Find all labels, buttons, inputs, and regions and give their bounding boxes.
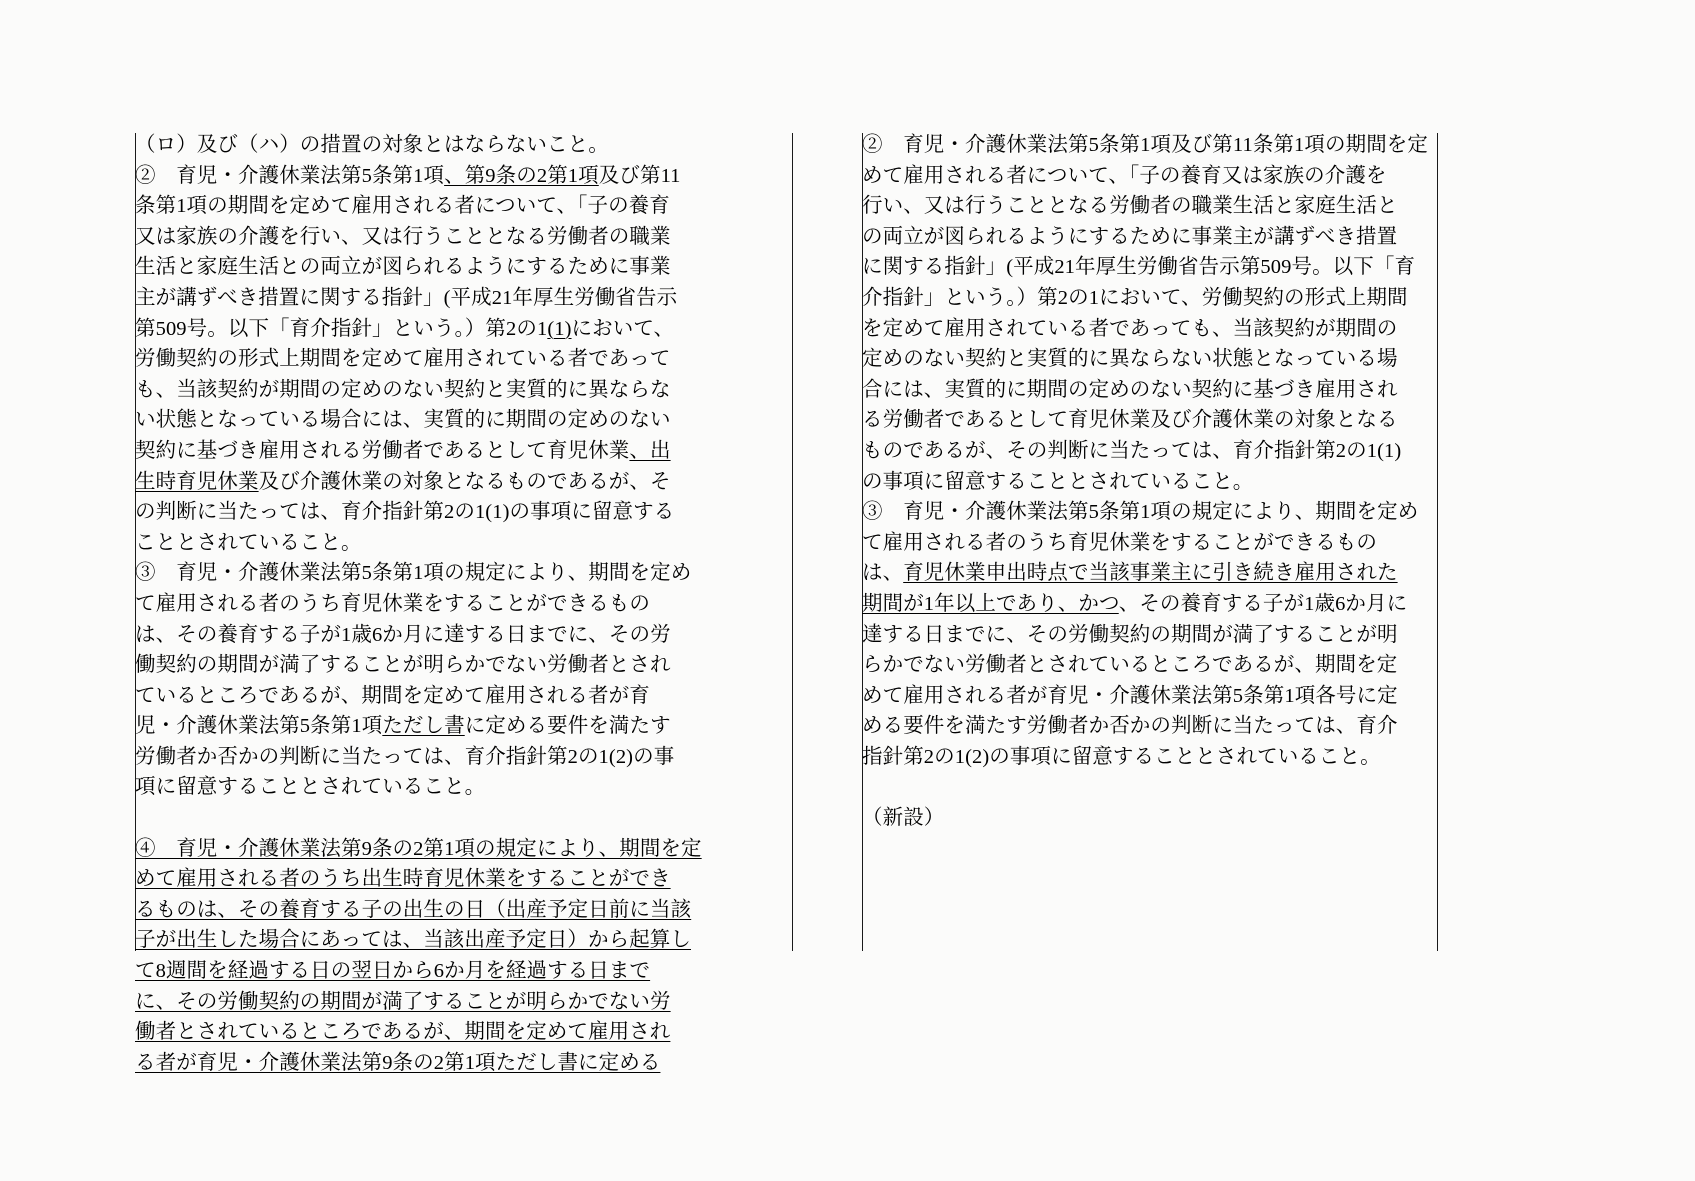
text-run: は、 (862, 562, 904, 585)
text-line (135, 252, 702, 283)
text-line (135, 405, 702, 436)
text-run: ものであるが、その判断に当たっては、育介指針第2の1(1) (862, 439, 1402, 462)
text-line (135, 314, 702, 345)
text-line (135, 742, 702, 773)
text-run: ③ 育児・介護休業法第5条第1項の規定により、期間を定め (862, 501, 1419, 524)
text-run: 契約に基づき雇用される労働者であるとして育児休業 (135, 439, 630, 462)
text-run: に関する指針」(平成21年厚生労働省告示第509号。以下「育 (862, 256, 1416, 279)
underlined-run: ④ 育児・介護休業法第9条の2第1項の規定により、期間を定 (135, 837, 702, 860)
text-line (862, 314, 1429, 345)
text-run: 及び介護休業の対象となるものであるが、そ (258, 470, 671, 493)
text-run: 条第1項の期間を定めて雇用される者について、「子の養育 (135, 195, 670, 218)
text-line (135, 711, 702, 742)
text-run: （ロ）及び（ハ）の措置の対象とはならないこと。 (135, 134, 609, 156)
text-run: 介指針」という。）第2の1において、労働契約の形式上期間 (862, 286, 1408, 309)
text-line (862, 222, 1429, 253)
paragraph-spacer (135, 803, 735, 834)
paragraph-item-4 (135, 834, 702, 1079)
underlined-run: 、第9条の2第1項 (444, 164, 599, 187)
text-run: める要件を満たす労働者か否かの判断に当たっては、育介 (862, 715, 1398, 738)
text-run: 項に留意することとされていること。 (135, 776, 486, 799)
text-run: 又は家族の介護を行い、又は行うこととなる労働者の職業 (135, 225, 671, 248)
text-run: 働契約の期間が満了することが明らかでない労働者とされ (135, 654, 671, 677)
text-line (135, 497, 702, 528)
text-line (135, 1048, 702, 1079)
text-line (135, 987, 702, 1018)
text-line (862, 681, 1429, 712)
text-run: は、その養育する子が1歳6か月に達する日までに、その労 (135, 623, 671, 646)
text-run: の両立が図られるようにするために事業主が講ずべき措置 (862, 225, 1398, 248)
text-run: ② 育児・介護休業法第5条第1項及び第11条第1項の期間を定 (862, 134, 1428, 156)
text-line (862, 497, 1429, 528)
text-line (135, 620, 702, 651)
text-line (135, 161, 702, 192)
text-line (862, 436, 1429, 467)
text-line (862, 252, 1429, 283)
underlined-run: 生時育児休業 (135, 470, 259, 493)
text-run: る労働者であるとして育児休業及び介護休業の対象となる (862, 409, 1398, 432)
text-line (135, 467, 702, 498)
text-run: ているところであるが、期間を定めて雇用される者が育 (135, 684, 650, 707)
text-run: 主が講ずべき措置に関する指針」(平成21年厚生労働省告示 (135, 286, 678, 309)
text-line (135, 681, 702, 712)
text-line (135, 772, 702, 803)
text-line (862, 620, 1429, 651)
paragraph-item-2 (135, 161, 702, 559)
text-line (135, 283, 702, 314)
text-run: 労働契約の形式上期間を定めて雇用されている者であって (135, 348, 671, 371)
column-revised-text (135, 130, 735, 1078)
text-run: （新設） (862, 807, 945, 830)
underlined-run: て8週間を経過する日の翌日から6か月を経過する日まで (135, 960, 651, 983)
text-run: も、当該契約が期間の定めのない契約と実質的に異ならな (135, 378, 671, 401)
underlined-run: 子が出生した場合にあっては、当該出産予定日）から起算し (135, 929, 691, 952)
text-line (135, 344, 702, 375)
text-line (862, 528, 1429, 559)
text-line (135, 222, 702, 253)
text-line (862, 650, 1429, 681)
text-run: ③ 育児・介護休業法第5条第1項の規定により、期間を定め (135, 562, 692, 585)
text-run: の判断に当たっては、育介指針第2の1(1)の事項に留意する (135, 501, 675, 524)
text-run: めて雇用される者が育児・介護休業法第5条第1項各号に定 (862, 684, 1398, 707)
underlined-run: る者が育児・介護休業法第9条の2第1項ただし書に定める (135, 1051, 661, 1074)
text-line (862, 405, 1429, 436)
text-line (862, 467, 1429, 498)
underlined-run: 働者とされているところであるが、期間を定めて雇用され (135, 1021, 671, 1044)
text-run: に定める要件を満たす (464, 715, 671, 738)
underlined-run: 期間が1年以上であり、かつ (862, 592, 1119, 615)
underlined-run: めて雇用される者のうち出生時育児休業をすることができ (135, 868, 671, 891)
text-run: 定めのない契約と実質的に異ならない状態となっている場 (862, 348, 1398, 371)
text-run: こととされていること。 (135, 531, 362, 554)
text-line (862, 283, 1429, 314)
column-current-text (862, 130, 1462, 834)
text-run: 行い、又は行うこととなる労働者の職業生活と家庭生活と (862, 195, 1398, 218)
underlined-run: るものは、その養育する子の出生の日（出産予定日前に当該 (135, 898, 692, 921)
paragraph-item-3 (862, 497, 1429, 772)
paragraph-spacer (862, 772, 1462, 803)
underlined-run: 、出 (629, 439, 671, 462)
text-run: 児・介護休業法第5条第1項 (135, 715, 383, 738)
text-line (135, 558, 702, 589)
text-run: 労働者か否かの判断に当たっては、育介指針第2の1(2)の事 (135, 745, 675, 768)
underlined-run: に、その労働契約の期間が満了することが明らかでない労 (135, 990, 671, 1013)
text-line (135, 528, 702, 559)
text-line (135, 191, 702, 222)
text-line (135, 436, 702, 467)
text-run: 達する日までに、その労働契約の期間が満了することが明 (862, 623, 1398, 646)
text-line (135, 1017, 702, 1048)
text-line (135, 956, 702, 987)
text-line (135, 895, 702, 926)
revised-text-body (135, 130, 735, 1078)
text-run: 生活と家庭生活との両立が図られるようにするために事業 (135, 256, 671, 279)
text-line (135, 925, 702, 956)
text-run: らかでない労働者とされているところであるが、期間を定 (862, 654, 1398, 677)
current-text-body (862, 130, 1462, 834)
text-run: 及び第11 (598, 164, 681, 187)
underlined-run: ただし書 (382, 715, 465, 738)
text-line (862, 742, 1429, 773)
text-run: 、その養育する子が1歳6か月に (1118, 592, 1408, 615)
text-run: を定めて雇用されている者であっても、当該契約が期間の (862, 317, 1398, 340)
text-line (862, 375, 1429, 406)
paragraph-tail-of-previous (135, 130, 702, 161)
text-line (862, 130, 1429, 161)
text-run: ② 育児・介護休業法第5条第1項 (135, 164, 445, 187)
text-run: において、 (571, 317, 675, 340)
text-line (862, 558, 1429, 589)
underlined-run: 育児休業申出時点で当該事業主に引き続き雇用された (903, 562, 1398, 585)
text-line (135, 589, 702, 620)
paragraph-new-provision-note (862, 803, 1429, 834)
text-run: 合には、実質的に期間の定めのない契約に基づき雇用され (862, 378, 1398, 401)
text-run: て雇用される者のうち育児休業をすることができるもの (135, 592, 650, 615)
text-line (862, 161, 1429, 192)
text-line (862, 711, 1429, 742)
text-line (862, 344, 1429, 375)
text-line (862, 589, 1429, 620)
text-run: 第509号。以下「育介指針」という。）第2の1 (135, 317, 548, 340)
text-line (862, 191, 1429, 222)
text-run: の事項に留意することとされていること。 (862, 470, 1254, 493)
text-run: めて雇用される者について、「子の養育又は家族の介護を (862, 164, 1387, 187)
text-line (135, 130, 702, 161)
text-line (135, 834, 702, 865)
text-run: て雇用される者のうち育児休業をすることができるもの (862, 531, 1377, 554)
text-run: い状態となっている場合には、実質的に期間の定めのない (135, 409, 671, 432)
text-line (135, 864, 702, 895)
underlined-run: (1) (547, 317, 572, 340)
text-run: 指針第2の1(2)の事項に留意することとされていること。 (862, 745, 1381, 768)
text-line (862, 803, 1429, 834)
paragraph-item-2 (862, 130, 1429, 497)
text-line (135, 375, 702, 406)
paragraph-item-3 (135, 558, 702, 803)
text-line (135, 650, 702, 681)
